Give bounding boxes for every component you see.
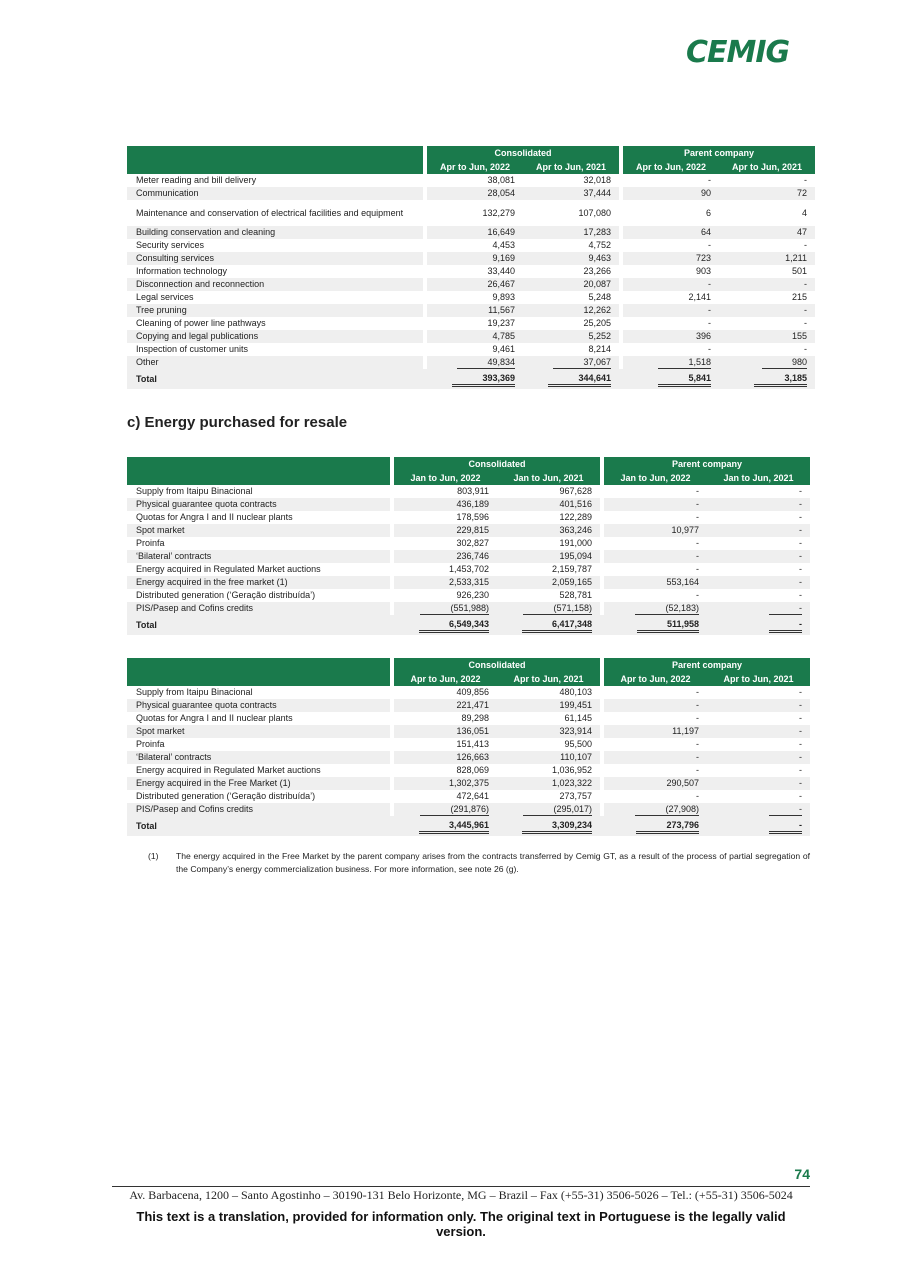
cemig-logo — [686, 36, 808, 70]
cell-value: 2,533,315 — [394, 576, 497, 589]
table-row — [127, 738, 810, 751]
group-header-consolidated: Consolidated — [394, 457, 600, 470]
cell-value: 32,018 — [583, 175, 612, 185]
header-blank — [127, 146, 423, 174]
cell-value: 2,059,165 — [497, 576, 600, 589]
footer-divider — [112, 1186, 810, 1187]
cell-value: 26,467 — [427, 278, 523, 291]
total-value: 5,841 — [623, 369, 719, 389]
row-label: Energy acquired in Regulated Market auctions — [136, 564, 321, 574]
group-header-parent-company: Parent company — [623, 146, 815, 159]
cell-value: 1,453,702 — [448, 564, 489, 574]
column-header: Apr to Jun, 2021 — [719, 159, 815, 174]
cell-value: 9,463 — [523, 252, 619, 265]
cell-value: - — [707, 576, 810, 589]
row-label: Copying and legal publications — [127, 330, 423, 343]
cell-value: 199,451 — [497, 699, 600, 712]
cell-value: 151,413 — [456, 739, 489, 749]
table-row — [127, 777, 810, 790]
cell-value: (295,017) — [497, 803, 600, 816]
cell-value: 967,628 — [559, 486, 593, 496]
cell-value: 19,237 — [487, 318, 515, 328]
table-row — [127, 563, 810, 576]
cell-value: - — [804, 344, 808, 354]
table-row — [127, 751, 810, 764]
row-label: Supply from Itaipu Binacional — [136, 687, 253, 697]
cell-value: - — [707, 498, 810, 511]
total-label: Total — [127, 369, 423, 389]
table-row — [127, 576, 810, 589]
cell-value: - — [799, 791, 803, 801]
row-label: Communication — [127, 187, 423, 200]
cell-value: 95,500 — [564, 739, 593, 749]
column-header: Apr to Jun, 2022 — [394, 671, 497, 686]
cell-value: (551,988) — [394, 602, 497, 615]
cell-value: - — [696, 564, 700, 574]
row-label: Security services — [136, 240, 205, 250]
row-label: Other — [127, 356, 423, 369]
cell-value: 23,266 — [583, 266, 612, 276]
total-value: 3,309,234 — [497, 816, 600, 836]
cell-value: 47 — [719, 226, 815, 239]
cell-value: 4,752 — [588, 240, 612, 250]
cell-value: 38,081 — [487, 175, 515, 185]
row-label: Disconnection and reconnection — [127, 278, 423, 291]
cell-value: 1,302,375 — [394, 777, 497, 790]
total-value: 344,641 — [523, 369, 619, 389]
cell-value: 409,856 — [456, 687, 489, 697]
cell-value: 107,080 — [578, 207, 612, 218]
column-header: Apr to Jun, 2021 — [523, 159, 619, 174]
row-label: PIS/Pasep and Cofins credits — [127, 803, 390, 816]
cell-value: 10,977 — [604, 524, 707, 537]
cell-value: 49,834 — [427, 356, 523, 369]
cell-value: - — [707, 725, 810, 738]
cell-value: - — [707, 524, 810, 537]
cell-value: - — [719, 278, 815, 291]
table-row — [127, 356, 815, 369]
table-row — [127, 498, 810, 511]
cell-value: - — [707, 777, 810, 790]
cell-value: 4,785 — [427, 330, 523, 343]
cell-value: - — [696, 538, 700, 548]
cell-value: - — [696, 512, 700, 522]
table-row — [127, 712, 810, 725]
cell-value: 401,516 — [497, 498, 600, 511]
table-row — [127, 524, 810, 537]
cell-value: - — [696, 791, 700, 801]
cell-value: 155 — [719, 330, 815, 343]
cell-value: 25,205 — [583, 318, 612, 328]
cell-value: - — [707, 699, 810, 712]
cell-value: 926,230 — [456, 590, 489, 600]
cell-value: 195,094 — [497, 550, 600, 563]
table-row — [127, 304, 815, 317]
cell-value: - — [707, 550, 810, 563]
cell-value: - — [604, 751, 707, 764]
row-label: Proinfa — [136, 538, 165, 548]
cell-value: 2,141 — [688, 292, 712, 302]
table-row — [127, 187, 815, 200]
cell-value: (291,876) — [394, 803, 497, 816]
cell-value: - — [696, 713, 700, 723]
cell-value: - — [696, 739, 700, 749]
cell-value: 803,911 — [457, 486, 489, 496]
row-label: Energy acquired in the Free Market (1) — [127, 777, 390, 790]
cell-value: 110,107 — [497, 751, 600, 764]
cell-value: 191,000 — [559, 538, 593, 548]
table-row — [127, 226, 815, 239]
column-header: Jan to Jun, 2021 — [707, 470, 810, 485]
cell-value: 90 — [623, 187, 719, 200]
group-header-consolidated: Consolidated — [427, 146, 619, 159]
table-row — [127, 803, 810, 816]
row-label: Supply from Itaipu Binacional — [136, 486, 253, 496]
table-row — [127, 278, 815, 291]
table-row — [127, 174, 815, 187]
row-label: Energy acquired in Regulated Market auctions — [136, 765, 321, 775]
cell-value: 89,298 — [461, 713, 489, 723]
cell-value: - — [799, 486, 803, 496]
cell-value: - — [719, 304, 815, 317]
cell-value: 1,036,952 — [551, 765, 593, 775]
row-label: Legal services — [136, 292, 194, 302]
header-blank — [127, 658, 390, 686]
row-label: Proinfa — [136, 739, 165, 749]
column-header: Apr to Jun, 2021 — [707, 671, 810, 686]
cell-value: 290,507 — [604, 777, 707, 790]
cell-value: - — [799, 538, 803, 548]
cell-value: 11,197 — [604, 725, 707, 738]
cell-value: - — [708, 240, 712, 250]
cell-value: - — [604, 550, 707, 563]
cell-value: - — [799, 564, 803, 574]
table-row — [127, 252, 815, 265]
cell-value: 302,827 — [456, 538, 489, 548]
row-label: Cleaning of power line pathways — [136, 318, 266, 328]
cell-value: 20,087 — [523, 278, 619, 291]
column-header: Apr to Jun, 2021 — [497, 671, 600, 686]
cell-value: 61,145 — [564, 713, 593, 723]
table-row — [127, 343, 815, 356]
column-header: Jan to Jun, 2021 — [497, 470, 600, 485]
total-value: 273,796 — [604, 816, 707, 836]
cell-value: 6 — [706, 207, 712, 218]
cell-value: 9,461 — [492, 344, 515, 354]
cell-value: - — [804, 240, 808, 250]
cell-value: 472,641 — [456, 791, 489, 801]
cell-value: 1,023,322 — [497, 777, 600, 790]
row-label: Distributed generation (‘Geração distribuída’) — [136, 590, 316, 600]
cell-value: - — [623, 278, 719, 291]
cell-value: - — [696, 765, 700, 775]
column-header: Jan to Jun, 2022 — [604, 470, 707, 485]
table-row — [127, 330, 815, 343]
cell-value: - — [623, 304, 719, 317]
row-label: Inspection of customer units — [136, 344, 249, 354]
cell-value: - — [604, 498, 707, 511]
footnote-text: The energy acquired in the Free Market by the parent company arises from the contracts transferred by Cemig GT, as a result of the process of partial segregation of the Company’s energy commercialization business. For more information, see note 26 (g). — [176, 851, 810, 874]
cell-value: - — [696, 687, 700, 697]
cell-value: - — [696, 590, 700, 600]
row-label: ‘Bilateral’ contracts — [127, 550, 390, 563]
table-row — [127, 790, 810, 803]
row-label: Spot market — [127, 725, 390, 738]
table-row — [127, 537, 810, 550]
cell-value: 396 — [623, 330, 719, 343]
cell-value: 11,567 — [427, 304, 523, 317]
table-row — [127, 317, 815, 330]
cell-value: 132,279 — [482, 207, 515, 218]
cell-value: 2,159,787 — [551, 564, 593, 574]
cell-value: - — [799, 512, 803, 522]
cell-value: 528,781 — [559, 590, 593, 600]
footer-address: Av. Barbacena, 1200 – Santo Agostinho – 30190-131 Belo Horizonte, MG – Brazil – Fax (+55-31) 3506-5026 – Tel.: (+55-31) 3506-5024 — [129, 1188, 793, 1202]
table-row — [127, 291, 815, 304]
row-label: Meter reading and bill delivery — [136, 175, 257, 185]
cell-value: 501 — [791, 266, 808, 276]
cell-value: - — [707, 803, 810, 816]
cell-value: 363,246 — [497, 524, 600, 537]
cell-value: 236,746 — [394, 550, 497, 563]
row-label: Physical guarantee quota contracts — [127, 699, 390, 712]
total-row — [127, 816, 810, 836]
energy-purchased-quarter-table — [127, 658, 810, 836]
column-header: Apr to Jun, 2022 — [623, 159, 719, 174]
row-label: Information technology — [136, 266, 228, 276]
total-value: 511,958 — [604, 615, 707, 635]
table-row — [127, 764, 810, 777]
cell-value: - — [799, 687, 803, 697]
cell-value: - — [696, 486, 700, 496]
group-header-consolidated: Consolidated — [394, 658, 600, 671]
table-row — [127, 511, 810, 524]
cell-value: 723 — [623, 252, 719, 265]
total-value: - — [707, 816, 810, 836]
cell-value: (571,158) — [497, 602, 600, 615]
cell-value: 8,214 — [588, 344, 612, 354]
cell-value: 16,649 — [427, 226, 523, 239]
table-row — [127, 725, 810, 738]
cell-value: - — [604, 699, 707, 712]
column-header: Apr to Jun, 2022 — [604, 671, 707, 686]
cell-value: 215 — [791, 292, 808, 302]
cell-value: 553,164 — [604, 576, 707, 589]
cell-value: 5,248 — [588, 292, 612, 302]
column-header: Apr to Jun, 2022 — [427, 159, 523, 174]
cell-value: - — [804, 175, 808, 185]
section-title: c) Energy purchased for resale — [127, 414, 348, 431]
cell-value: 37,067 — [523, 356, 619, 369]
cell-value: 4 — [802, 207, 808, 218]
footnote-marker: (1) — [148, 851, 159, 861]
cell-value: 9,169 — [427, 252, 523, 265]
translation-disclaimer: This text is a translation, provided for information only. The original text in Portuguese is the legally valid version. — [136, 1209, 786, 1239]
cell-value: 903 — [695, 266, 712, 276]
table-row — [127, 200, 815, 226]
row-label: Energy acquired in the free market (1) — [127, 576, 390, 589]
cell-value: - — [708, 318, 712, 328]
logo-text: CEMIG — [686, 35, 790, 70]
cell-value: 828,069 — [456, 765, 489, 775]
page-number: 74 — [794, 1166, 810, 1182]
total-label: Total — [127, 816, 390, 836]
row-label: Quotas for Angra I and II nuclear plants — [136, 713, 293, 723]
row-label: Physical guarantee quota contracts — [127, 498, 390, 511]
cell-value: 221,471 — [394, 699, 497, 712]
table-row — [127, 239, 815, 252]
row-label: ‘Bilateral’ contracts — [127, 751, 390, 764]
row-label: PIS/Pasep and Cofins credits — [127, 602, 390, 615]
cell-value: - — [804, 318, 808, 328]
cell-value: (52,183) — [604, 602, 707, 615]
cell-value: 126,663 — [394, 751, 497, 764]
cell-value: - — [707, 751, 810, 764]
table-row — [127, 485, 810, 498]
cell-value: 273,757 — [559, 791, 593, 801]
cell-value: - — [799, 713, 803, 723]
cell-value: 1,211 — [719, 252, 815, 265]
cell-value: 17,283 — [523, 226, 619, 239]
cell-value: (27,908) — [604, 803, 707, 816]
row-label: Spot market — [127, 524, 390, 537]
table-row — [127, 602, 810, 615]
total-value: 3,445,961 — [394, 816, 497, 836]
cell-value: - — [708, 344, 712, 354]
header-blank — [127, 457, 390, 485]
cell-value: - — [799, 765, 803, 775]
table-row — [127, 265, 815, 278]
table-row — [127, 686, 810, 699]
row-label: Building conservation and cleaning — [127, 226, 423, 239]
cell-value: 323,914 — [497, 725, 600, 738]
cell-value: 980 — [719, 356, 815, 369]
row-label: Quotas for Angra I and II nuclear plants — [136, 512, 293, 522]
group-header-parent-company: Parent company — [604, 658, 810, 671]
energy-purchased-half-year-table — [127, 457, 810, 635]
cell-value: 33,440 — [487, 266, 515, 276]
table-row — [127, 699, 810, 712]
cell-value: 37,444 — [523, 187, 619, 200]
cell-value: 178,596 — [456, 512, 489, 522]
cell-value: 436,189 — [394, 498, 497, 511]
total-label: Total — [127, 615, 390, 635]
cell-value: 480,103 — [559, 687, 593, 697]
cell-value: - — [799, 739, 803, 749]
cell-value: 12,262 — [523, 304, 619, 317]
cell-value: 229,815 — [394, 524, 497, 537]
cell-value: 4,453 — [492, 240, 515, 250]
cell-value: 64 — [623, 226, 719, 239]
total-value: - — [707, 615, 810, 635]
row-label: Distributed generation (‘Geração distribuída’) — [136, 791, 316, 801]
cell-value: 122,289 — [559, 512, 593, 522]
cell-value: 72 — [719, 187, 815, 200]
cell-value: - — [799, 590, 803, 600]
total-row — [127, 369, 815, 389]
cell-value: 136,051 — [394, 725, 497, 738]
table-row — [127, 589, 810, 602]
services-table — [127, 146, 815, 389]
column-header: Jan to Jun, 2022 — [394, 470, 497, 485]
cell-value: 1,518 — [623, 356, 719, 369]
total-value: 3,185 — [719, 369, 815, 389]
cell-value: - — [708, 175, 712, 185]
row-label: Maintenance and conservation of electrical facilities and equipment — [136, 207, 404, 218]
total-value: 6,417,348 — [497, 615, 600, 635]
cell-value: - — [707, 602, 810, 615]
total-value: 393,369 — [427, 369, 523, 389]
total-row — [127, 615, 810, 635]
cell-value: 28,054 — [427, 187, 523, 200]
cell-value: 5,252 — [523, 330, 619, 343]
row-label: Consulting services — [127, 252, 423, 265]
row-label: Tree pruning — [127, 304, 423, 317]
table-row — [127, 550, 810, 563]
group-header-parent-company: Parent company — [604, 457, 810, 470]
total-value: 6,549,343 — [394, 615, 497, 635]
cell-value: 9,893 — [492, 292, 515, 302]
